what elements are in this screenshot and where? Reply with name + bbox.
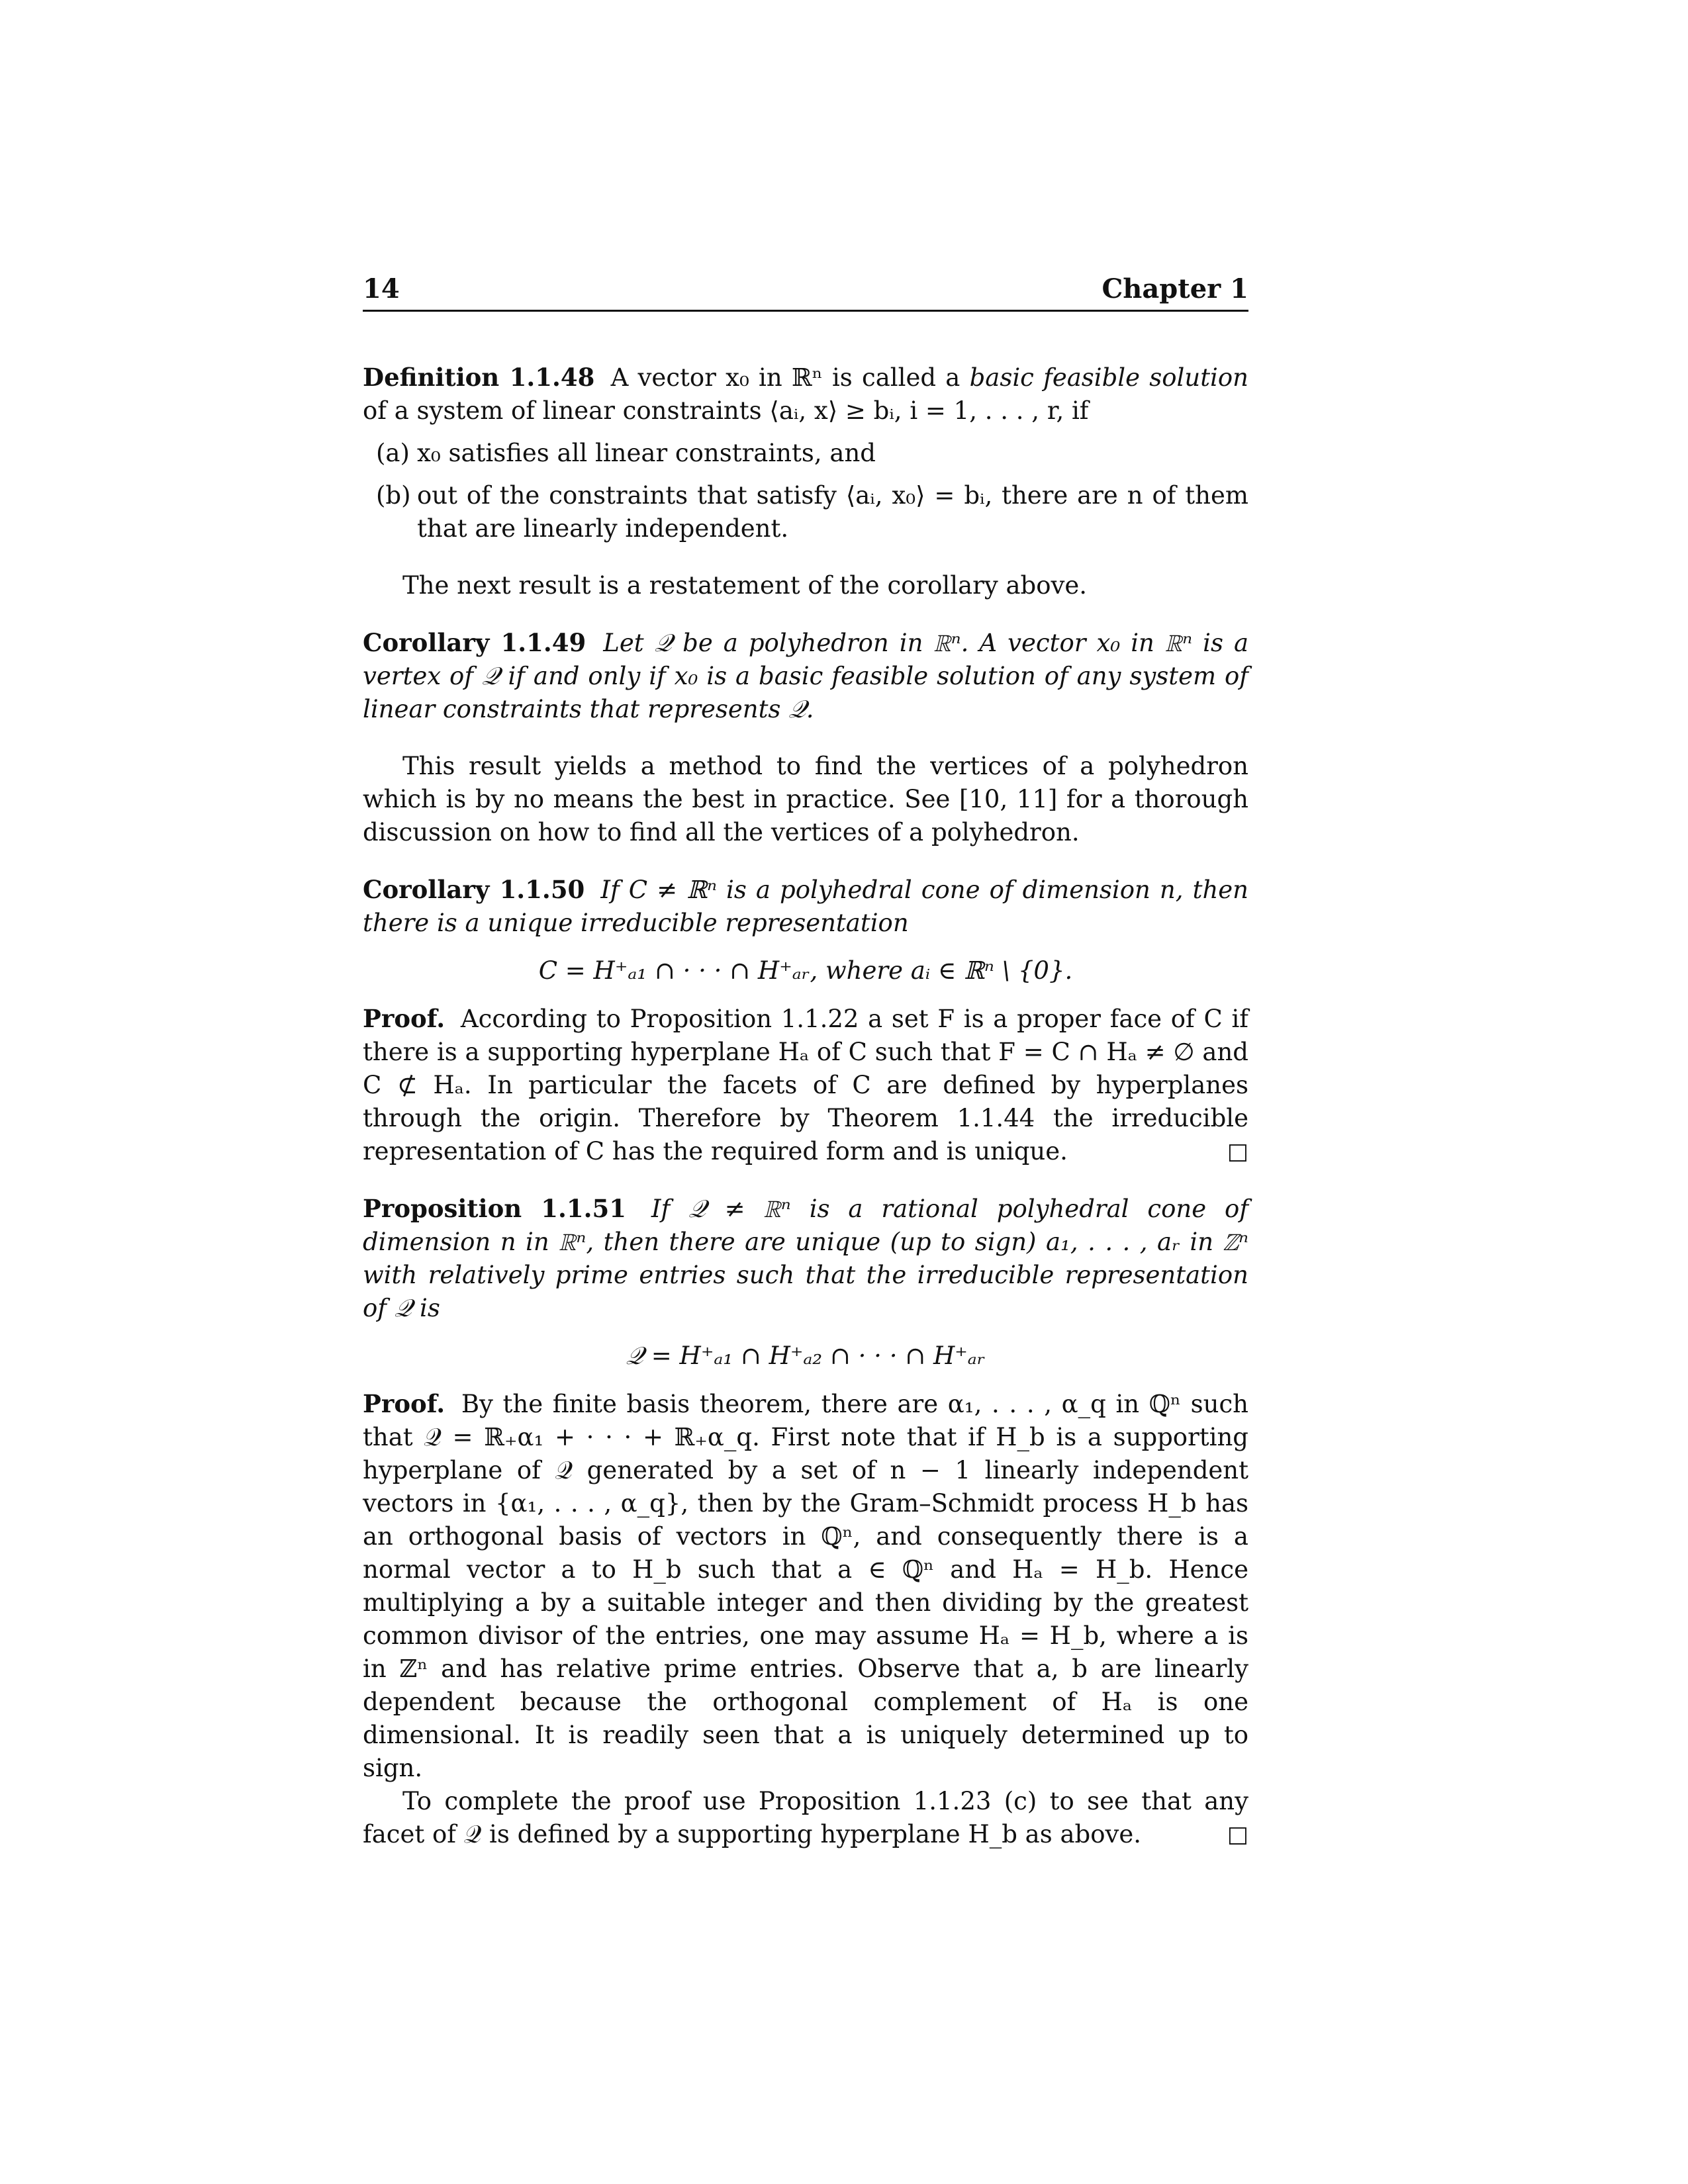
chapter-title: Chapter 1 (1102, 273, 1248, 304)
corollary-50-equation: C = H⁺ₐ₁ ∩ · · · ∩ H⁺ₐᵣ, where aᵢ ∈ ℝⁿ \ {0}. (538, 956, 1073, 985)
corollary-1-1-50 (363, 873, 1248, 987)
definition-1-1-48 (363, 361, 1248, 545)
definition-label: Definition 1.1.48 (363, 363, 595, 392)
proposition-51-equation: 𝒬 = H⁺ₐ₁ ∩ H⁺ₐ₂ ∩ · · · ∩ H⁺ₐᵣ (626, 1342, 986, 1370)
definition-item-a (363, 437, 1248, 470)
page-body (363, 361, 1248, 1851)
qed-square-icon: □ (1227, 1138, 1248, 1165)
definition-term: basic feasible solution (969, 363, 1248, 392)
proof-51-closing (363, 1785, 1248, 1851)
definition-item-b (363, 479, 1248, 545)
restatement-paragraph: The next result is a restatement of the corollary above. (402, 571, 1088, 600)
proof-corollary-50 (363, 1002, 1248, 1168)
corollary-1-1-49 (363, 626, 1248, 726)
proof-51-label: Proof. (363, 1389, 445, 1418)
running-header (363, 273, 1248, 312)
proof-50-label: Proof. (363, 1004, 445, 1033)
definition-intro: A vector x₀ in ℝⁿ is called a (610, 363, 961, 392)
proposition-51-label: Proposition 1.1.51 (363, 1194, 626, 1223)
proof-51-text: By the finite basis theorem, there are α₁, . . . , α_q in ℚⁿ such that 𝒬 = ℝ₊α₁ + · · · + ℝ₊α_q. First note that if H_b is a supporting hyperplane of 𝒬 generated by a set of n − 1 linearly independent vectors in {α₁, . . . , α_q}, then by the Gram–Schmidt process H_b has an orthogonal basis of vectors in ℚⁿ, and consequently there is a normal vector a to H_b such that a ∈ ℚⁿ and Hₐ = H_b. Hence multiplying a by a suitable integer and then dividing by the greatest common divisor of the entries, one may assume Hₐ = H_b, where a is in ℤⁿ and has relative prime entries. Observe that a, b are linearly dependent because the orthogonal complement of Hₐ is one dimensional. It is readily seen that a is uniquely determined up to sign. (363, 1390, 1249, 1782)
proof-proposition-51 (363, 1387, 1248, 1851)
definition-intro-end: of a system of linear constraints ⟨aᵢ, x⟩ ≥ bᵢ, i = 1, . . . , r, if (363, 396, 1089, 425)
method-paragraph: This result yields a method to find the vertices of a polyhedron which is by no means the best in practice. See [10, 11] for a thorough discussion on how to find all the vertices of a polyhedron. (363, 752, 1248, 846)
corollary-49-label: Corollary 1.1.49 (363, 628, 586, 657)
item-a-tag: (a) (376, 439, 410, 467)
page-number: 14 (363, 273, 400, 304)
proof-51-closing-text: To complete the proof use Proposition 1.1.23 (c) to see that any facet of 𝒬 is defined by a supporting hyperplane H_b as above. (363, 1787, 1248, 1848)
item-b-text: out of the constraints that satisfy ⟨aᵢ, x₀⟩ = bᵢ, there are n of them that are linearly independent. (417, 481, 1248, 543)
proposition-51-text: If 𝒬 ≠ ℝⁿ is a rational polyhedral cone of dimension n in ℝⁿ, then there are unique (up to sign) a₁, . . . , aᵣ in ℤⁿ with relatively prime entries such that the irreducible representation of 𝒬 is (363, 1195, 1249, 1322)
book-page (363, 273, 1248, 1851)
qed-square-icon: □ (1227, 1821, 1248, 1848)
corollary-49-text: Let 𝒬 be a polyhedron in ℝⁿ. A vector x₀ in ℝⁿ is a vertex of 𝒬 if and only if x₀ is a basic feasible solution of any system of linear constraints that represents 𝒬. (363, 629, 1248, 723)
proposition-1-1-51 (363, 1192, 1248, 1373)
corollary-50-text: If C ≠ ℝⁿ is a polyhedral cone of dimension n, then there is a unique irreducible representation (363, 876, 1249, 937)
corollary-50-label: Corollary 1.1.50 (363, 875, 585, 904)
item-b-tag: (b) (376, 481, 411, 510)
proof-50-text: According to Proposition 1.1.22 a set F is a proper face of C if there is a supporting hyperplane Hₐ of C such that F = C ∩ Hₐ ≠ ∅ and C ⊄ Hₐ. In particular the facets of C are defined by hyperplanes through the origin. Therefore by Theorem 1.1.44 the irreducible representation of C has the required form and is unique. (363, 1005, 1249, 1165)
item-a-text: x₀ satisfies all linear constraints, and (417, 439, 876, 467)
